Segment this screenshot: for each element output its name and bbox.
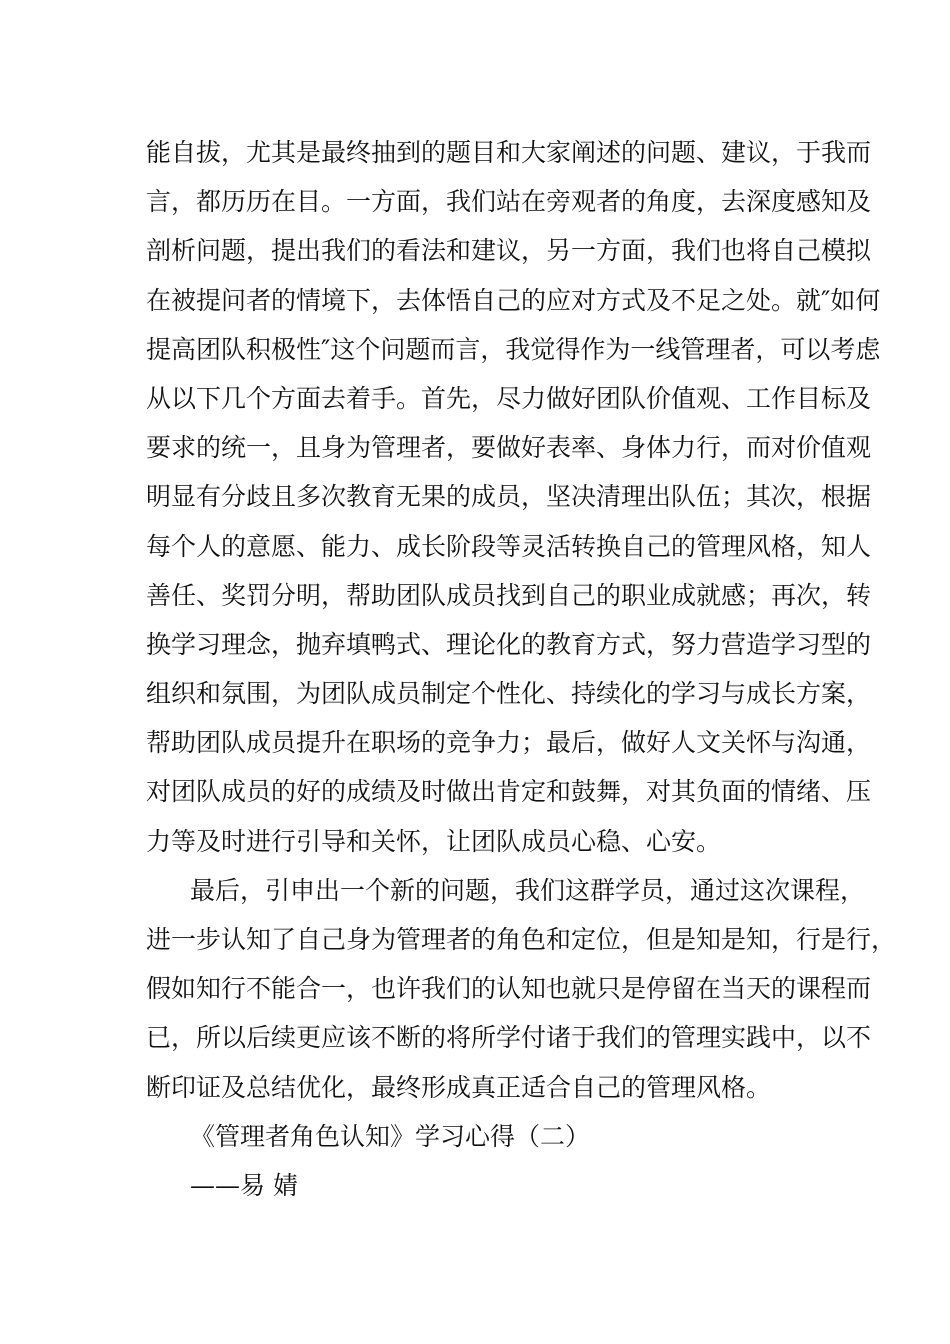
document-body bbox=[146, 128, 897, 1210]
text-line: 进一步认知了自己身为管理者的角色和定位，但是知是知，行是行， bbox=[146, 925, 897, 954]
text-line: 断印证及总结优化，最终形成真正适合自己的管理风格。 bbox=[146, 1072, 772, 1102]
text-line: 力等及时进行引导和关怀，让团队成员心稳、心安。 bbox=[146, 826, 722, 856]
text-line: 帮助团队成员提升在职场的竞争力；最后，做好人文关怀与沟通， bbox=[146, 728, 872, 758]
text-line: 善任、奖罚分明，帮助团队成员找到自己的职业成就感；再次，转 bbox=[146, 580, 872, 610]
text-line: 在被提问者的情境下，去体悟自己的应对方式及不足之处。就″如何 bbox=[146, 285, 881, 315]
text-line: 言，都历历在目。一方面，我们站在旁观者的角度，去深度感知及 bbox=[146, 187, 872, 217]
text-line: 对团队成员的好的成绩及时做出肯定和鼓舞，对其负面的情绪、压 bbox=[146, 777, 872, 807]
text-line: 从以下几个方面去着手。首先，尽力做好团队价值观、工作目标及 bbox=[146, 383, 872, 413]
text-line: 每个人的意愿、能力、成长阶段等灵活转换自己的管理风格，知人 bbox=[146, 531, 872, 561]
text-line: 提高团队积极性″这个问题而言，我觉得作为一线管理者，可以考虑 bbox=[146, 334, 881, 364]
paragraph-1 bbox=[146, 128, 881, 866]
text-line: 最后，引申出一个新的问题，我们这群学员，通过这次课程， bbox=[190, 875, 866, 905]
section-title: 《管理者角色认知》学习心得（二） bbox=[190, 1121, 591, 1151]
text-line: 能自拔，尤其是最终抽到的题目和大家阐述的问题、建议，于我而 bbox=[146, 138, 872, 167]
text-line: 组织和氛围，为团队成员制定个性化、持续化的学习与成长方案， bbox=[146, 679, 872, 709]
paragraph-2 bbox=[146, 866, 897, 1112]
text-line: 假如知行不能合一，也许我们的认知也就只是停留在当天的课程而 bbox=[146, 974, 872, 1004]
text-line: 已，所以后续更应该不断的将所学付诸于我们的管理实践中，以不 bbox=[146, 1023, 872, 1053]
text-line: 要求的统一，且身为管理者，要做好表率、身体力行，而对价值观 bbox=[146, 433, 872, 463]
author-line: ——易 婧 bbox=[190, 1170, 298, 1200]
text-line: 剖析问题，提出我们的看法和建议，另一方面，我们也将自己模拟 bbox=[146, 236, 872, 266]
text-line: 换学习理念，抛弃填鸭式、理论化的教育方式，努力营造学习型的 bbox=[146, 629, 872, 659]
text-line: 明显有分歧且多次教育无果的成员，坚决清理出队伍；其次，根据 bbox=[146, 482, 872, 512]
